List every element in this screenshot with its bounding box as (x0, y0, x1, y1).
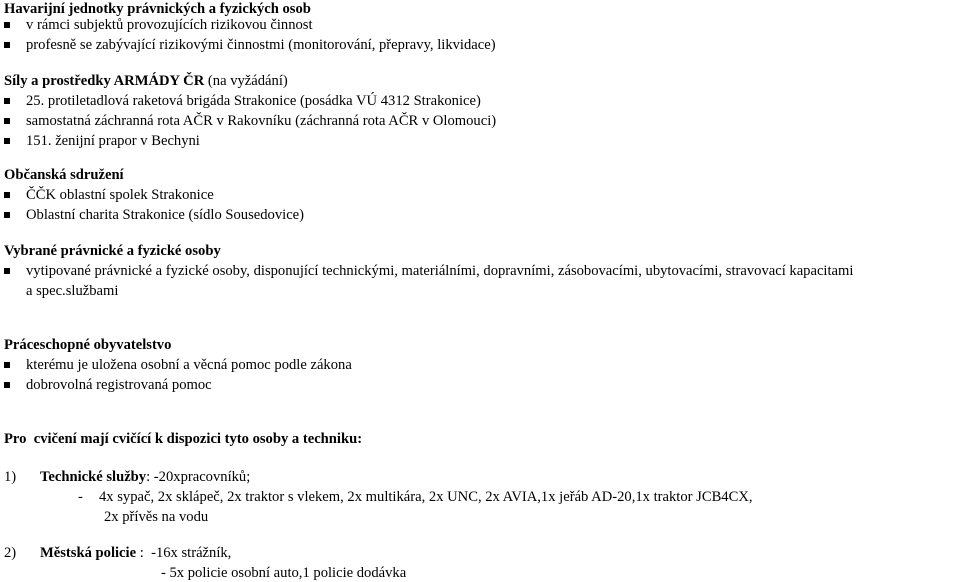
section-heading-osoby: Vybrané právnické a fyzické osoby (4, 243, 221, 259)
heading-note: (na vyžádání) (204, 73, 288, 89)
list-item: dobrovolná registrovaná pomoc (26, 377, 212, 393)
detail-dash: - (78, 489, 83, 505)
detail-line: 4x sypač, 2x sklápeč, 2x traktor s vlekem, 2x multikára, 2x UNC, 2x AVIA,1x jeřáb AD-20,1x traktor JCB4CX, (99, 489, 753, 505)
detail-line: - 5x policie osobní auto,1 policie dodávka (161, 565, 407, 581)
list-item: 151. ženijní prapor v Bechyni (26, 133, 200, 149)
numbered-item-1-number: 1) (4, 469, 17, 485)
bullet-square-icon (4, 192, 10, 198)
section-heading-sdruzeni: Občanská sdružení (4, 167, 124, 183)
bullet-square-icon (4, 212, 10, 218)
list-item: Oblastní charita Strakonice (sídlo Sousedovice) (26, 207, 305, 223)
item-value: : -16x strážník, (136, 545, 232, 561)
list-item: kterému je uložena osobní a věcná pomoc podle zákona (26, 357, 352, 373)
heading-bold-part: Síly a prostředky ARMÁDY ČR (4, 73, 205, 89)
item-label: Technické služby (40, 469, 147, 485)
numbered-item-1 (40, 468, 250, 486)
numbered-item-2-number: 2) (4, 545, 17, 561)
section-heading-obyvatelstvo: Práceschopné obyvatelstvo (4, 337, 172, 353)
list-item: v rámci subjektů provozujících rizikovou činnost (26, 17, 313, 33)
list-item-continuation: a spec.službami (26, 283, 119, 299)
list-item: 25. protiletadlová raketová brigáda Strakonice (posádka VÚ 4312 Strakonice) (26, 93, 481, 109)
item-label: Městská policie (40, 545, 137, 561)
detail-line-continuation: 2x přívěs na vodu (104, 509, 209, 525)
bullet-square-icon (4, 268, 10, 274)
list-item: profesně se zabývající rizikovými činnostmi (monitorování, přepravy, likvidace) (26, 37, 496, 53)
bullet-square-icon (4, 382, 10, 388)
numbered-item-2 (40, 544, 231, 562)
item-value: : -20xpracovníků; (146, 469, 251, 485)
bullet-square-icon (4, 118, 10, 124)
list-item: ČČK oblastní spolek Strakonice (26, 187, 214, 203)
list-item: samostatná záchranná rota AČR v Rakovníku (záchranná rota AČR v Olomouci) (26, 113, 497, 129)
bullet-square-icon (4, 98, 10, 104)
section-heading-cviceni: Pro cvičení mají cvičící k dispozici tyto osoby a techniku: (4, 431, 363, 447)
list-item: vytipované právnické a fyzické osoby, disponující technickými, materiálními, dopravními, zásobovacími, ubytovacími, stravovací kapacitami (26, 263, 854, 279)
section-heading-havarijni: Havarijní jednotky právnických a fyzických osob (4, 1, 311, 17)
bullet-square-icon (4, 22, 10, 28)
bullet-square-icon (4, 42, 10, 48)
bullet-square-icon (4, 362, 10, 368)
section-heading-armada (4, 72, 288, 90)
bullet-square-icon (4, 138, 10, 144)
